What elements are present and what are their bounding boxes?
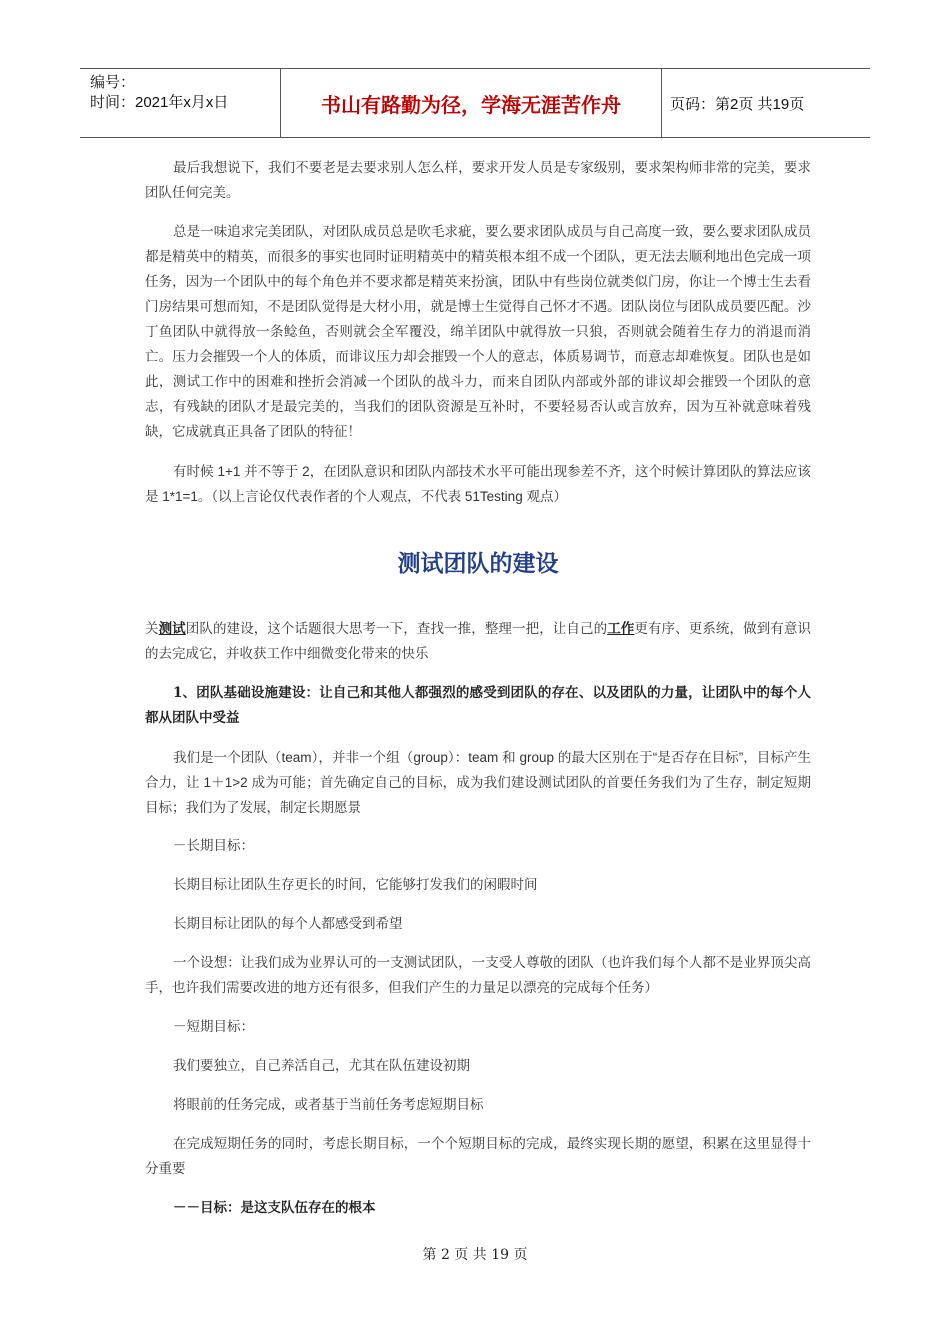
intro-paragraph <box>145 617 811 667</box>
paragraph: 总是一味追求完美团队，对团队成员总是吹毛求疵，要么要求团队成员与自己高度一致，要么要求团队成员都是精英中的精英，而很多的事实也同时证明精英中的精英根本组不成一个团队，更无法去顺利地出色完成一项任务，因为一个团队中的每个角色并不要求都是精英来扮演，团队中有些岗位就类似门房，你让一个博士生去看门房结果可想而知，不是团队觉得是大材小用，就是博士生觉得自己怀才不遇。团队岗位与团队成员要匹配。沙丁鱼团队中就得放一条鲶鱼，否则就会全军覆没，绵羊团队中就得放一只狼，否则就会随着生存力的消退而消亡。压力会摧毁一个人的体质，而诽议压力却会摧毁一个人的意志，体质易调节，而意志却难恢复。团队也是如此，测试工作中的困难和挫折会消减一个团队的战斗力，而来自团队内部或外部的诽议却会摧毁一个团队的意志，有残缺的团队才是最完美的，当我们的团队资源是互补时，不要轻易否认或言放弃，因为互补就意味着残缺，它成就真正具备了团队的特征！ <box>145 224 811 440</box>
header-page-label: 页码：第2页 共19页 <box>670 95 805 113</box>
list-item: 长期目标让团队生存更长的时间，它能够打发我们的闲暇时间 <box>173 877 538 893</box>
list-item: 我们要独立，自己养活自己，尤其在队伍建设初期 <box>173 1058 470 1074</box>
subheading-infrastructure: 1、团队基础设施建设：让自己和其他人都强烈的感受到团队的存在、以及团队的力量，让团队中的每个人都从团队中受益 <box>145 685 811 726</box>
list-item: －长期目标： <box>173 838 254 854</box>
list-item: －短期目标： <box>173 1019 254 1035</box>
page-header <box>80 68 870 138</box>
paragraph: 有时候 1+1 并不等于 2，在团队意识和团队内部技术水平可能出现参差不齐，这个时候计算团队的算法应该是 1*1=1。（以上言论仅代表作者的个人观点，不代表 51Testing 观点） <box>145 464 811 504</box>
link-work[interactable]: 工作 <box>607 621 635 637</box>
paragraph: 最后我想说下，我们不要老是去要求别人怎么样，要求开发人员是专家级别，要求架构师非常的完美，要求团队任何完美。 <box>145 160 811 201</box>
header-meta <box>80 69 281 137</box>
document-body <box>145 156 811 1235</box>
subheading-goal: －－目标：是这支队伍存在的根本 <box>173 1200 376 1216</box>
paragraph: 在完成短期任务的同时，考虑长期目标，一个个短期目标的完成，最终实现长期的愿望，积累在这里显得十分重要 <box>145 1136 811 1177</box>
header-time-label: 时间：2021年x月x日 <box>90 94 229 111</box>
page-footer: 第 2 页 共 19 页 <box>422 1247 528 1263</box>
header-motto: 书山有路勤为径，学海无涯苦作舟 <box>281 69 662 137</box>
link-testing[interactable]: 测试 <box>158 621 186 637</box>
paragraph: 一个设想：让我们成为业界认可的一支测试团队，一支受人尊敬的团队（也许我们每个人都不是业界顶尖高手，也许我们需要改进的地方还有很多，但我们产生的力量足以漂亮的完成每个任务） <box>145 955 811 996</box>
list-item: 将眼前的任务完成，或者基于当前任务考虑短期目标 <box>173 1097 484 1113</box>
paragraph: 我们是一个团队（team），并非一个组（group）：team 和 group 的最大区别在于“是否存在目标”，目标产生合力，让 1＋1>2 成为可能；首先确定自己的目标，成为我们建设测试团队的首要任务我们为了生存，制定短期目标；我们为了发展，制定长期愿景 <box>145 750 811 815</box>
intro-text: 关 <box>145 621 159 637</box>
intro-text: 团队的建设，这个话题很大思考一下，查找一推，整理一把，让自己的 <box>185 621 608 637</box>
intro-text: 更有序、更系统，做到有意识的去完成它，并收获工作中细微变化带来的快乐 <box>145 621 811 662</box>
list-item: 长期目标让团队的每个人都感受到希望 <box>173 916 403 932</box>
section-title: 测试团队的建设 <box>397 551 559 577</box>
header-number-label: 编号： <box>90 74 136 91</box>
